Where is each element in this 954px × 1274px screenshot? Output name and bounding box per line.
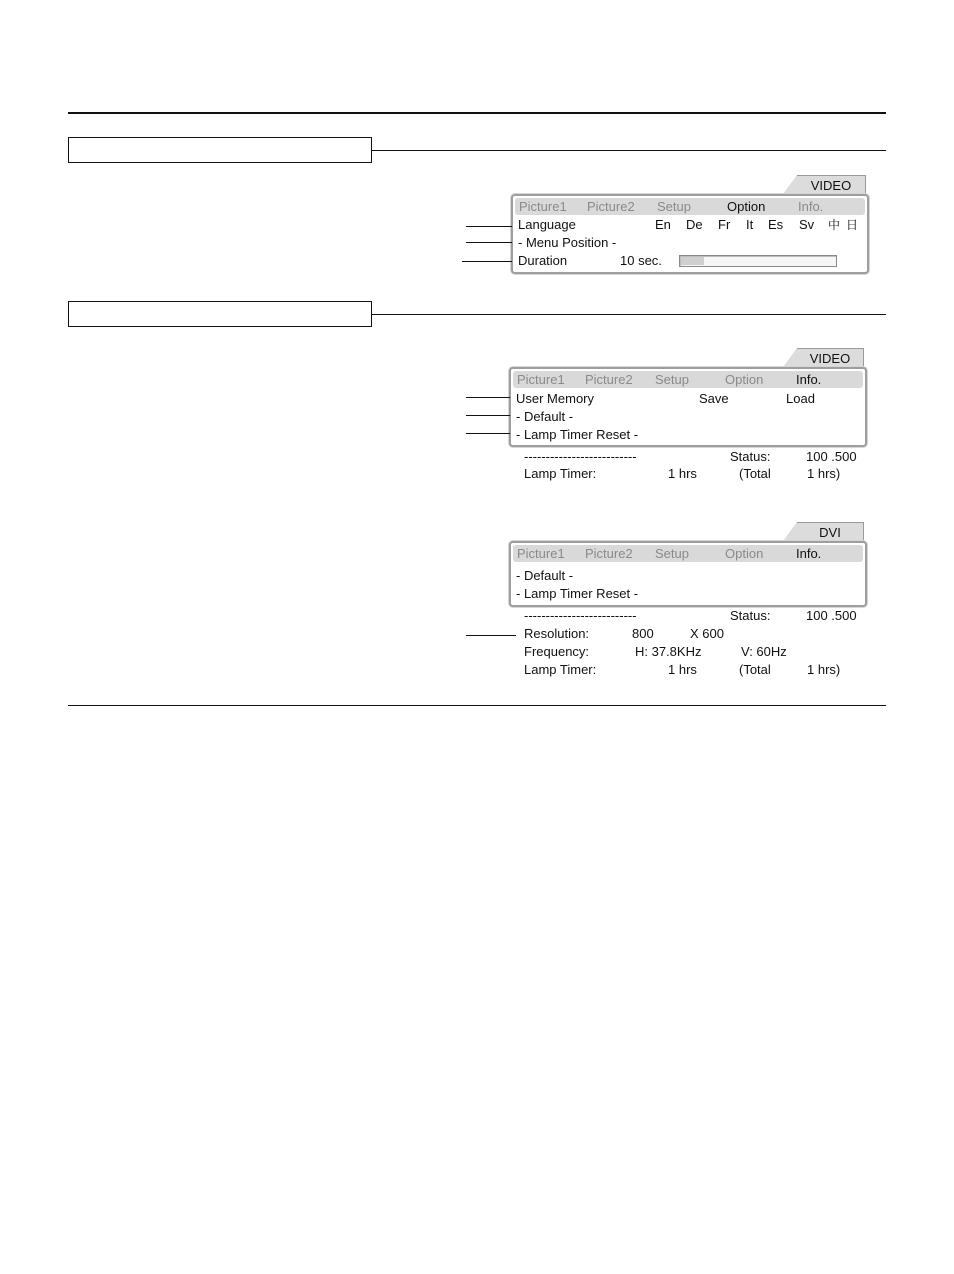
tab-option[interactable]: Option bbox=[725, 546, 764, 561]
tab-setup[interactable]: Setup bbox=[655, 546, 689, 561]
lamp-timer-reset-item[interactable]: - Lamp Timer Reset - bbox=[516, 427, 639, 442]
section-2-title-box bbox=[68, 301, 372, 327]
tab-picture1[interactable]: Picture1 bbox=[517, 546, 565, 561]
frequency-vertical: V: 60Hz bbox=[741, 644, 787, 659]
status-label: Status: bbox=[730, 608, 771, 623]
top-rule bbox=[68, 112, 886, 114]
lang-es[interactable]: Es bbox=[768, 217, 784, 232]
callout-line bbox=[462, 261, 512, 262]
menu-tabs bbox=[513, 371, 863, 388]
tab-picture1[interactable]: Picture1 bbox=[517, 372, 565, 387]
tab-picture1[interactable]: Picture1 bbox=[519, 199, 567, 214]
osd-menu bbox=[511, 194, 869, 274]
resolution-height: X 600 bbox=[690, 626, 724, 641]
lang-sv[interactable]: Sv bbox=[799, 217, 815, 232]
osd-menu bbox=[509, 541, 867, 607]
callout-line bbox=[466, 635, 516, 636]
tab-picture2[interactable]: Picture2 bbox=[585, 372, 633, 387]
duration-value: 10 sec. bbox=[620, 253, 662, 268]
tab-info[interactable]: Info. bbox=[796, 546, 822, 561]
tab-setup[interactable]: Setup bbox=[655, 372, 689, 387]
callout-line bbox=[466, 397, 510, 398]
status-value: 100 .500 bbox=[806, 449, 857, 464]
lang-de[interactable]: De bbox=[686, 217, 703, 232]
callout-line bbox=[466, 433, 510, 434]
menu-tabs bbox=[515, 198, 865, 215]
callout-line bbox=[466, 242, 512, 243]
separator-dashes: -------------------------- bbox=[524, 449, 637, 464]
lamp-timer-reset-item[interactable]: - Lamp Timer Reset - bbox=[516, 586, 639, 601]
tab-option[interactable]: Option bbox=[727, 199, 766, 214]
section-1-line bbox=[371, 150, 886, 151]
user-memory-label: User Memory bbox=[516, 391, 595, 406]
load-option[interactable]: Load bbox=[786, 391, 815, 406]
tab-picture2[interactable]: Picture2 bbox=[587, 199, 635, 214]
duration-label: Duration bbox=[518, 253, 568, 268]
tab-info[interactable]: Info. bbox=[798, 199, 824, 214]
status-label: Status: bbox=[730, 449, 771, 464]
resolution-width: 800 bbox=[632, 626, 654, 641]
lang-it[interactable]: It bbox=[746, 217, 754, 232]
lang-fr[interactable]: Fr bbox=[718, 217, 731, 232]
status-value: 100 .500 bbox=[806, 608, 857, 623]
default-item[interactable]: - Default - bbox=[516, 568, 574, 583]
info-menu-panel-dvi bbox=[508, 521, 868, 683]
source-tag: VIDEO bbox=[797, 348, 864, 367]
source-tag: VIDEO bbox=[797, 175, 866, 194]
resolution-label: Resolution: bbox=[524, 626, 590, 641]
lamp-timer-hours: 1 hrs bbox=[668, 662, 697, 677]
total-label: (Total bbox=[739, 662, 771, 677]
section-1-title-box bbox=[68, 137, 372, 163]
total-hours: 1 hrs) bbox=[807, 662, 841, 677]
tab-setup[interactable]: Setup bbox=[657, 199, 691, 214]
chinese-language-icon[interactable]: 中 bbox=[828, 218, 841, 232]
source-tag: DVI bbox=[797, 522, 864, 541]
frequency-horizontal: H: 37.8KHz bbox=[635, 644, 702, 659]
duration-slider-fill bbox=[681, 257, 704, 265]
lamp-timer-label: Lamp Timer: bbox=[524, 466, 597, 481]
info-menu-panel-video bbox=[508, 347, 868, 487]
duration-slider[interactable] bbox=[679, 255, 837, 267]
callout-line bbox=[466, 226, 512, 227]
frequency-label: Frequency: bbox=[524, 644, 590, 659]
section-2-line bbox=[371, 314, 886, 315]
total-hours: 1 hrs) bbox=[807, 466, 841, 481]
total-label: (Total bbox=[739, 466, 771, 481]
tab-option[interactable]: Option bbox=[725, 372, 764, 387]
lamp-timer-label: Lamp Timer: bbox=[524, 662, 597, 677]
lang-en[interactable]: En bbox=[655, 217, 671, 232]
tab-picture2[interactable]: Picture2 bbox=[585, 546, 633, 561]
osd-menu bbox=[509, 367, 867, 447]
default-item[interactable]: - Default - bbox=[516, 409, 574, 424]
menu-tabs bbox=[513, 545, 863, 562]
menu-position-item[interactable]: - Menu Position - bbox=[518, 235, 617, 250]
japanese-language-icon[interactable]: 日 bbox=[846, 218, 859, 232]
callout-line bbox=[466, 415, 510, 416]
lamp-timer-hours: 1 hrs bbox=[668, 466, 697, 481]
language-label: Language bbox=[518, 217, 576, 232]
save-option[interactable]: Save bbox=[699, 391, 729, 406]
option-menu-panel bbox=[510, 174, 870, 274]
tab-info[interactable]: Info. bbox=[796, 372, 822, 387]
separator-dashes: -------------------------- bbox=[524, 608, 637, 623]
bottom-rule bbox=[68, 705, 886, 706]
